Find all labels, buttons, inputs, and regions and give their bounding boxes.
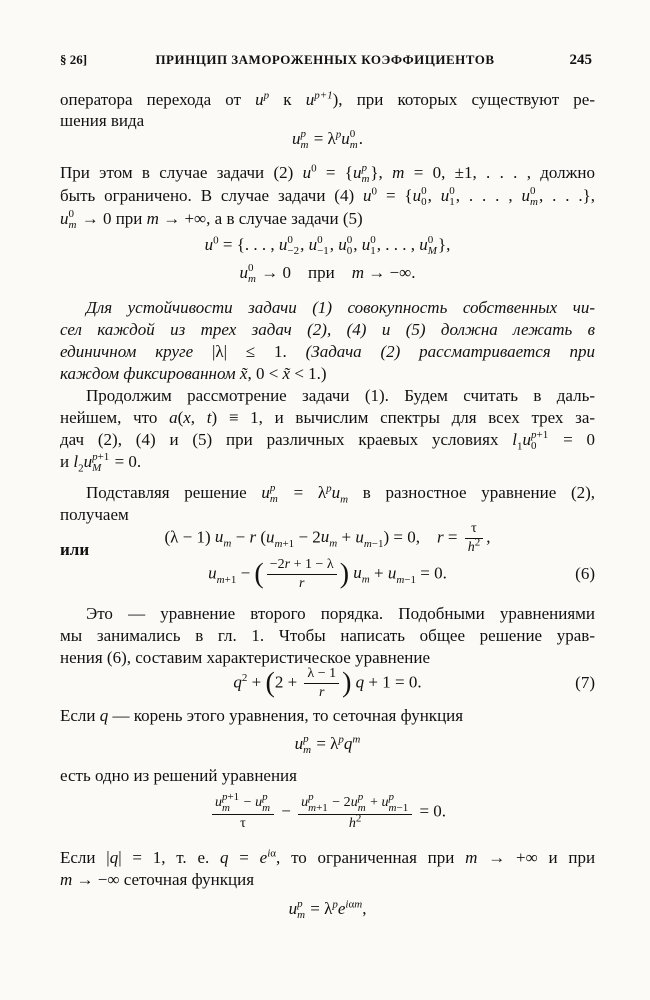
- formula: u p m = $\lambda^pu$ 0 m .: [292, 128, 363, 152]
- text-line: Для устойчивости задачи (1) совокупность собственных чи-: [86, 298, 595, 317]
- text-line: Если |q| = 1, т. е. $q = e^{i\alpha}$, то ограниченная при m → +∞ и при: [60, 847, 596, 867]
- text-line: нейшем, что a(x, t) ≡ 1, и вычислим спектры для всех трех за-: [60, 408, 596, 427]
- text-line: Подставляя решение u p m = $\lambda^pu_m$ в разностное уравнение (2),: [86, 482, 596, 506]
- text-line: дач (2), (4) и (5) при различных краевых условиях $l_1u$ p+1 0 = 0: [60, 429, 596, 453]
- formula: $u_{m+1}$ − ( $\frac{-2r + 1 - \lambda}{r}$ ) $u_m + u_{m-1} = 0$.: [208, 557, 447, 591]
- formula: u p+1 m − u p m τ − u p m+1 − 2u p m + u p m−1 $h^2$ = 0.: [60, 792, 595, 833]
- page-number: 245: [569, 52, 592, 68]
- formula: u 0 m → 0 при m → −∞.: [239, 262, 416, 286]
- text-line: Продолжим рассмотрение задачи (1). Будем считать в даль-: [86, 386, 595, 405]
- formula: (λ − 1) $u_m - r$ $(u_{m+1} - 2u_m + u_{m-1}) = 0$, r = $\frac{\tau}{h^2}$ ,: [164, 521, 491, 555]
- text-line: и $l_2u$ p+1 M = 0.: [60, 451, 142, 475]
- formula: $u^0$ = {. . . , u 0 −2 , u 0 −1 , u 0 0 , u 0 1 , . . . , u 0 M },: [204, 234, 451, 258]
- text-line: каждом фиксированном x̃, 0 < x̃ < 1.): [60, 364, 327, 383]
- formula: u p m = $\lambda^pq^m$: [294, 733, 361, 757]
- text-line: нения (6), составим характеристическое уравнение: [60, 648, 431, 667]
- formula: u p m = $\lambda^pe^{i\alpha m}$,: [288, 898, 367, 922]
- text-line: быть ограничено. В случае задачи (4) $u^0 = \{u$ 0 0 , u 0 1 , . . . , u 0 m , . . .},: [60, 185, 596, 209]
- text-line: или: [60, 540, 90, 559]
- text-line: Если q — корень этого уравнения, то сеточная функция: [60, 706, 464, 725]
- text-line: сел каждой из трех задач (2), (4) и (5) должна лежать в: [60, 320, 595, 339]
- text-line: u 0 m → 0 при m → +∞, а в случае задачи (5): [60, 208, 363, 232]
- text-line: получаем: [60, 505, 129, 524]
- text-line: оператора перехода от $u^p$ к $u^{p+1}$), при которых существуют ре-: [60, 89, 596, 109]
- text-line: m → −∞ сеточная функция: [60, 870, 255, 889]
- equation-number: (7): [575, 673, 595, 692]
- text-line: есть одно из решений уравнения: [60, 766, 297, 785]
- text-line: единичном круге |λ| ≤ 1. (Задача (2) рассматривается при: [60, 342, 595, 361]
- section-mark: § 26]: [60, 52, 88, 67]
- text-line: мы занимались в гл. 1. Чтобы написать общее решение урав-: [60, 626, 595, 645]
- text-line: Это — уравнение второго порядка. Подобными уравнениями: [86, 604, 595, 623]
- equation-number: (6): [575, 564, 595, 583]
- text-line: При этом в случае задачи (2) $u^0 = \{u$ p m }, m = 0, ±1, . . . , должно: [60, 162, 595, 186]
- text-line: шения вида: [60, 111, 145, 130]
- running-title: ПРИНЦИП ЗАМОРОЖЕННЫХ КОЭФФИЦИЕНТОВ: [155, 52, 495, 67]
- formula: $q^2 + (2$ + $\frac{\lambda - 1}{r}$ ) q + 1 = 0.: [233, 666, 422, 700]
